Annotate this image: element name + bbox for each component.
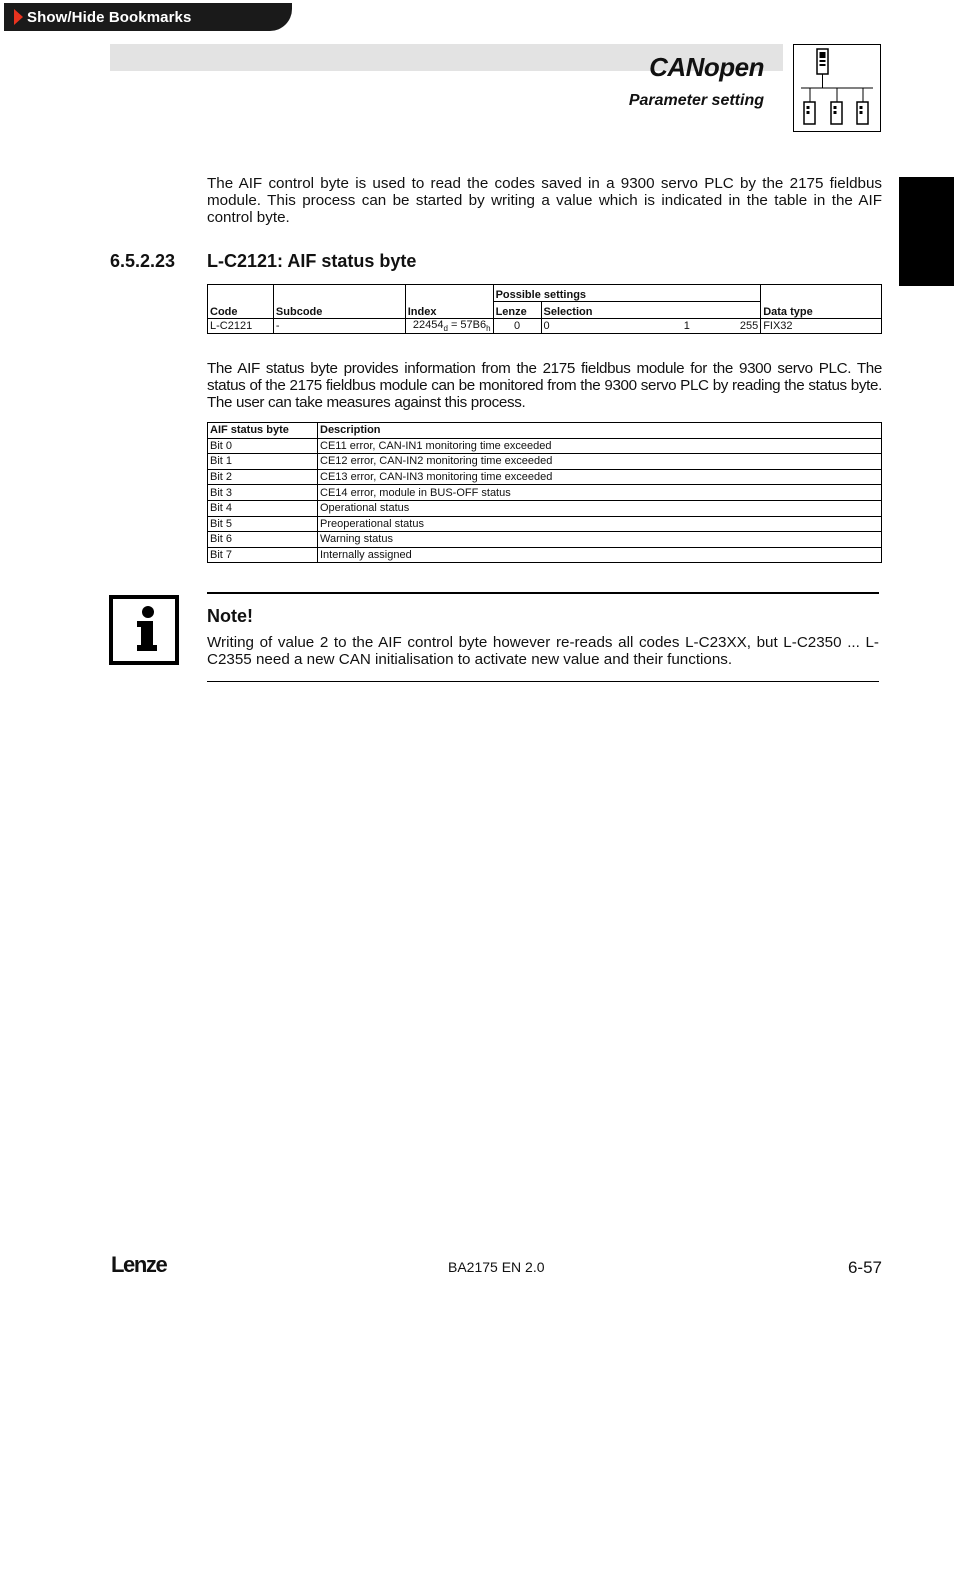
section-title: L-C2121: AIF status byte xyxy=(207,251,417,271)
th-aif-status-byte: AIF status byte xyxy=(208,423,318,439)
cell-selection xyxy=(541,319,761,334)
table-row xyxy=(208,319,882,334)
document-id: BA2175 EN 2.0 xyxy=(448,1259,545,1275)
network-devices-icon xyxy=(793,44,881,132)
note-bottom-rule xyxy=(207,681,879,682)
table-row: Bit 3 CE14 error, module in BUS-OFF status xyxy=(208,485,882,501)
th-subcode-top xyxy=(273,285,405,302)
th-datatype-top xyxy=(761,285,882,302)
info-icon xyxy=(109,595,179,665)
selection-min: 0 xyxy=(543,320,550,333)
th-subcode: Subcode xyxy=(273,302,405,319)
cell-lenze: 0 xyxy=(493,319,541,334)
lenze-logo: Lenze xyxy=(111,1252,167,1277)
th-index: Index xyxy=(405,302,493,319)
th-possible-settings: Possible settings xyxy=(493,285,761,302)
section-number: 6.5.2.23 xyxy=(110,251,176,271)
cell-index: $22454_d = 57B6_h$ xyxy=(405,319,493,334)
note-body: Writing of value 2 to the AIF control byte however re-reads all codes L-C23XX, but L-C2350 ... L-C2355 need a new CAN initialisation to activate new value and their functions. xyxy=(207,634,879,668)
cell-code: L-C2121 xyxy=(208,319,274,334)
note-top-rule xyxy=(207,592,879,594)
table-row: Bit 6 Warning status xyxy=(208,532,882,548)
table-row: Bit 1 CE12 error, CAN-IN2 monitoring time exceeded xyxy=(208,454,882,470)
th-lenze: Lenze xyxy=(493,302,541,319)
triangle-right-icon xyxy=(14,9,23,25)
parameter-table xyxy=(207,284,882,334)
table-row: Bit 5 Preoperational status xyxy=(208,516,882,532)
bookmarks-button-label: Show/Hide Bookmarks xyxy=(27,8,192,26)
page-number: 6-57 xyxy=(847,1258,882,1277)
th-index-top xyxy=(405,285,493,302)
table-row: Bit 4 Operational status xyxy=(208,500,882,516)
header-subtitle: Parameter setting xyxy=(628,92,764,109)
selection-max: 255 xyxy=(739,320,759,333)
table-row: Bit 0 CE11 error, CAN-IN1 monitoring time exceeded xyxy=(208,438,882,454)
th-description: Description xyxy=(318,423,882,439)
th-data-type: Data type xyxy=(761,302,882,319)
chapter-tab-marker xyxy=(899,177,954,286)
cell-subcode: - xyxy=(273,319,405,334)
header-title: CANopen xyxy=(649,52,764,82)
status-byte-table xyxy=(207,422,882,563)
cell-data-type: FIX32 xyxy=(761,319,882,334)
status-paragraph: The AIF status byte provides information from the 2175 fieldbus module for the 9300 servo PLC. The status of the 2175 fieldbus module can be monitored from the 9300 servo PLC by reading the status byte. The user can take measures against this process. xyxy=(207,360,882,411)
table-row: Bit 7 Internally assigned xyxy=(208,547,882,563)
show-hide-bookmarks-button[interactable] xyxy=(4,3,292,31)
table-row: Bit 2 CE13 error, CAN-IN3 monitoring time exceeded xyxy=(208,469,882,485)
th-selection: Selection xyxy=(541,302,761,319)
th-code-top xyxy=(208,285,274,302)
th-code: Code xyxy=(208,302,274,319)
intro-paragraph: The AIF control byte is used to read the codes saved in a 9300 servo PLC by the 2175 fieldbus module. This process can be started by writing a value which is indicated in the table in the AIF control byte. xyxy=(207,175,882,226)
note-title: Note! xyxy=(207,606,253,626)
selection-step: 1 xyxy=(683,320,690,333)
